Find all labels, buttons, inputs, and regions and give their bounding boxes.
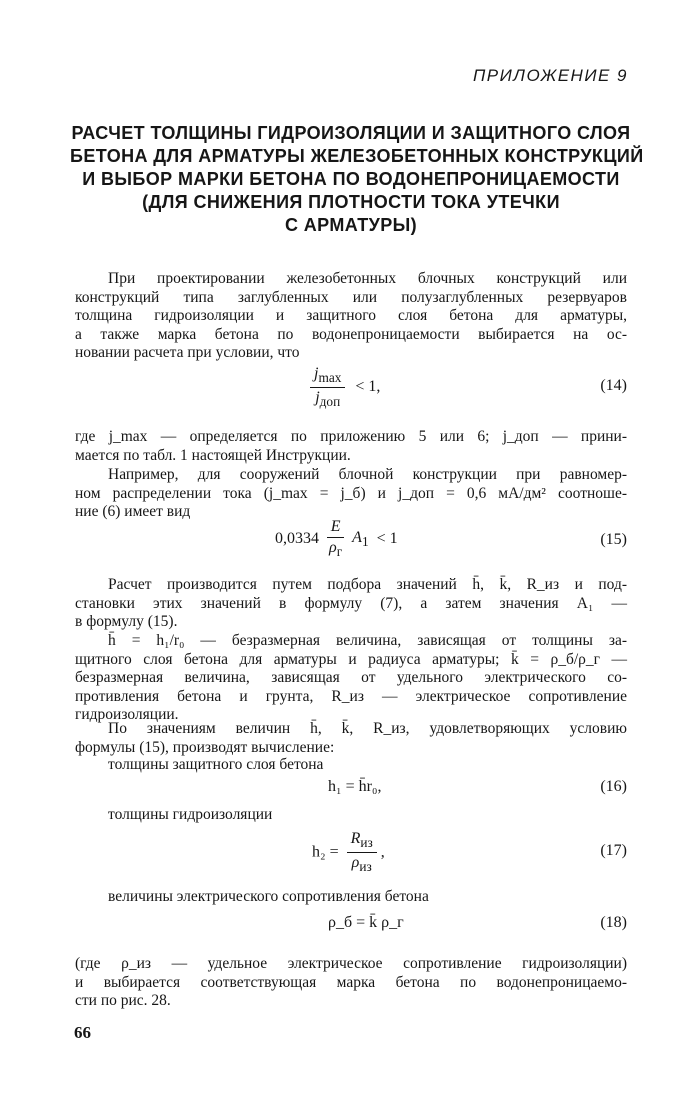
text-line: безразмерная величина, зависящая от удельного электрического со- — [75, 669, 627, 686]
text-line: При проектировании железобетонных блочных конструкций или — [108, 270, 627, 287]
text-line: ние (6) имеет вид — [75, 503, 191, 520]
equation-number-14: (14) — [600, 377, 627, 394]
equation-14 — [310, 365, 380, 410]
eq14-den-sub: доп — [319, 394, 341, 410]
label-eq16: толщины защитного слоя бетона — [108, 756, 324, 773]
equation-number-18: (18) — [600, 914, 627, 931]
eq14-num: j — [314, 365, 319, 382]
eq15-num: E — [330, 518, 341, 535]
text-line: h̄ = h₁/r₀ — безразмерная величина, зависящая от толщины за- — [108, 632, 627, 649]
title-line: БЕТОНА ДЛЯ АРМАТУРЫ ЖЕЛЕЗОБЕТОННЫХ КОНСТРУКЦИЙ — [70, 146, 644, 166]
label-eq17: толщины гидроизоляции — [108, 806, 273, 823]
title-line: И ВЫБОР МАРКИ БЕТОНА ПО ВОДОНЕПРОНИЦАЕМОСТИ — [82, 169, 620, 189]
eq14-num-sub: max — [318, 370, 342, 386]
eq15-rest: A — [352, 528, 362, 546]
paragraph-calculation — [75, 576, 627, 632]
eq15-den: ρ — [329, 539, 337, 556]
text-line: Например, для сооружений блочной конструкции при равномер- — [108, 466, 627, 483]
paragraph-conclusion — [75, 955, 627, 1011]
text-line: формулы (15), производят вычисление: — [75, 738, 335, 756]
eq15-coef: 0,0334 — [275, 530, 319, 548]
text-line: По значениям величин h̄, k̄, R_из, удовлетворяющих условию — [108, 720, 627, 737]
section-title — [70, 122, 644, 237]
eq17-num: R — [350, 830, 361, 847]
eq15-relation: < 1 — [376, 530, 398, 548]
text-line: где j_max — определяется по приложению 5 или 6; j_доп — прини- — [75, 428, 627, 445]
eq17-lhs: h₂ = — [312, 843, 339, 861]
text-line: гидроизоляции. — [75, 706, 179, 723]
text-line: становки этих значений в формулу (7), а затем значения A₁ — — [75, 594, 627, 612]
text-line: мается по табл. 1 настоящей Инструкции. — [75, 446, 351, 464]
eq17-den: ρ — [351, 854, 360, 872]
eq17-den-sub: из — [359, 859, 372, 875]
eq14-relation: < 1, — [355, 378, 381, 396]
equation-17 — [312, 830, 385, 875]
eq17-num-sub: из — [360, 835, 373, 851]
equation-number-16: (16) — [600, 778, 627, 795]
text-line: Расчет производится путем подбора значений h̄, k̄, R_из и под- — [108, 576, 627, 593]
text-line: в формулу (15). — [75, 613, 178, 630]
text-line: сти по рис. 28. — [75, 992, 171, 1009]
text-line: толщина гидроизоляции и защитного слоя бетона для арматуры, — [75, 307, 627, 324]
text-line: противления бетона и грунта, R_из — электрическое сопротивление — [75, 687, 627, 705]
equation-number-17: (17) — [600, 842, 627, 859]
eq15-rest-sub: 1 — [361, 533, 369, 549]
text-line: (где ρ_из — удельное электрическое сопротивление гидроизоляции) — [75, 955, 627, 972]
eq17-tail: , — [380, 843, 385, 861]
paragraph-definitions — [75, 428, 627, 465]
paragraph-variables — [75, 632, 627, 725]
eq15-den-sub: г — [336, 544, 343, 560]
label-eq18: величины электрического сопротивления бетона — [108, 888, 429, 905]
paragraph-computation — [75, 720, 627, 757]
text-line: новании расчета при условии, что — [75, 344, 300, 361]
title-line: С АРМАТУРЫ) — [284, 215, 418, 235]
text-line: щитного слоя бетона для арматуры и радиуса арматуры; k̄ = ρ_б/ρ_г — — [75, 650, 627, 668]
equation-15 — [275, 518, 398, 560]
paragraph-intro — [75, 270, 627, 363]
title-line: РАСЧЕТ ТОЛЩИНЫ ГИДРОИЗОЛЯЦИИ И ЗАЩИТНОГО СЛОЯ — [71, 123, 631, 143]
equation-number-15: (15) — [600, 531, 627, 548]
equation-18: ρ_б = k̄ ρ_г — [328, 914, 404, 931]
page-number: 66 — [74, 1023, 91, 1042]
paragraph-example — [75, 466, 627, 522]
text-line: а также марка бетона по водонепроницаемости выбирается на ос- — [75, 325, 627, 343]
text-line: конструкций типа заглубленных или полузаглубленных резервуаров — [75, 288, 627, 306]
appendix-label: ПРИЛОЖЕНИЕ 9 — [472, 66, 628, 85]
eq14-den: j — [315, 389, 320, 407]
title-line: (ДЛЯ СНИЖЕНИЯ ПЛОТНОСТИ ТОКА УТЕЧКИ — [142, 192, 560, 212]
equation-16: h₁ = h̄r₀, — [328, 778, 382, 795]
text-line: ном распределении тока (j_max = j_б) и j_доп = 0,6 мА/дм² соотноше- — [75, 484, 627, 502]
text-line: и выбирается соответствующая марка бетона по водонепроницаемо- — [75, 973, 627, 991]
